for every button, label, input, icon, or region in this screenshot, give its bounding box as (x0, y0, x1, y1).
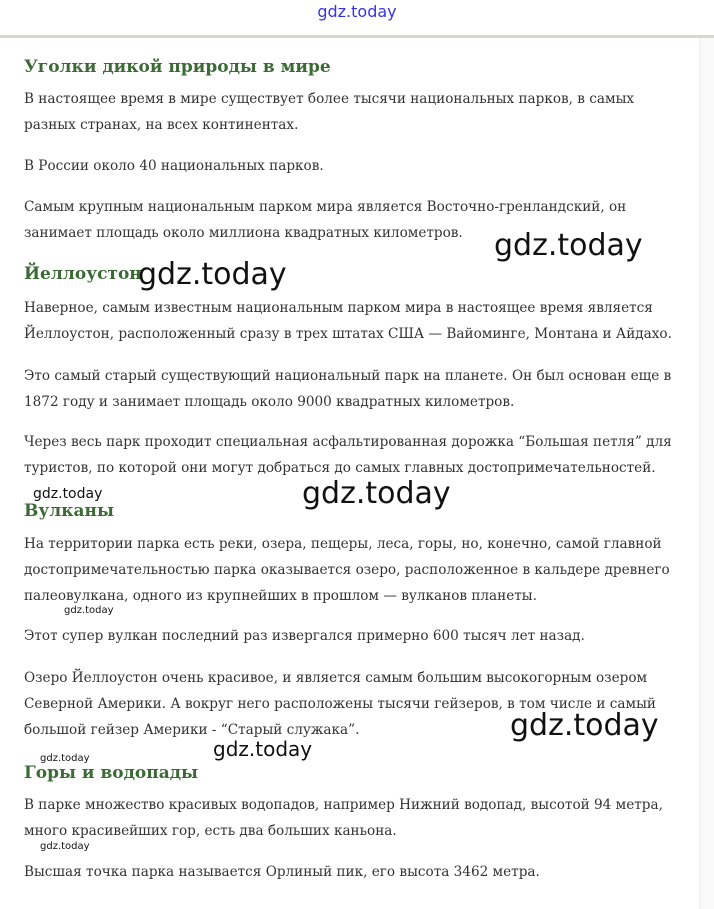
section-heading: Вулканы (24, 501, 115, 521)
watermark: gdz.today (302, 476, 451, 511)
section-heading: Йеллоустон (24, 264, 142, 284)
watermark: gdz.today (40, 753, 90, 764)
watermark: gdz.today (64, 605, 114, 616)
paragraph: В парке множество красивых водопадов, например Нижний водопад, высотой 94 метра, много красивейших гор, есть два больших каньона. (24, 797, 663, 839)
paragraph: В России около 40 национальных парков. (24, 158, 324, 174)
watermark: gdz.today (33, 486, 103, 502)
paragraph: Озеро Йеллоустон очень красивое, и является самым большим высокогорным озером Северной Америки. А вокруг него расположены тысячи гейзеров, в том числе и самый большой гейзер Америки - “Старый служака”. (24, 670, 656, 738)
paragraph: Наверное, самым известным национальным парком мира в настоящее время является Йеллоустон, расположенный сразу в трех штатах США — Вайоминге, Монтана и Айдахо. (24, 300, 672, 342)
watermark: gdz.today (213, 737, 313, 761)
paragraph: В настоящее время в мире существует более тысячи национальных парков, в самых разных странах, на всех континентах. (24, 91, 635, 133)
paragraph: На территории парка есть реки, озера, пещеры, леса, горы, но, конечно, самой главной достопримечательностью парка оказывается озеро, расположенное в кальдере древнего палеовулкана, одного из крупнейших в прошлом — вулканов планеты. (24, 536, 670, 604)
watermark: gdz.today (494, 228, 643, 263)
paragraph: Этот супер вулкан последний раз извергался примерно 600 тысяч лет назад. (24, 628, 585, 644)
side-panel-edge (699, 38, 714, 909)
watermark: gdz.today (138, 257, 287, 292)
paragraph: Через весь парк проходит специальная асфальтированная дорожка “Большая петля” для туристов, по которой они могут добраться до самых главных достопримечательностей. (24, 434, 672, 476)
paragraph: Высшая точка парка называется Орлиный пик, его высота 3462 метра. (24, 864, 540, 880)
section-heading: Уголки дикой природы в мире (24, 57, 331, 77)
paragraph: Это самый старый существующий национальный парк на планете. Он был основан еще в 1872 году и занимает площадь около 9000 квадратных километров. (24, 368, 672, 410)
watermark: gdz.today (510, 708, 659, 743)
section-heading: Горы и водопады (24, 763, 199, 783)
paragraph: Самым крупным национальным парком мира является Восточно-гренландский, он занимает площадь около миллиона квадратных километров. (24, 199, 627, 241)
watermark: gdz.today (40, 841, 90, 852)
site-logo[interactable]: gdz.today (317, 2, 397, 21)
